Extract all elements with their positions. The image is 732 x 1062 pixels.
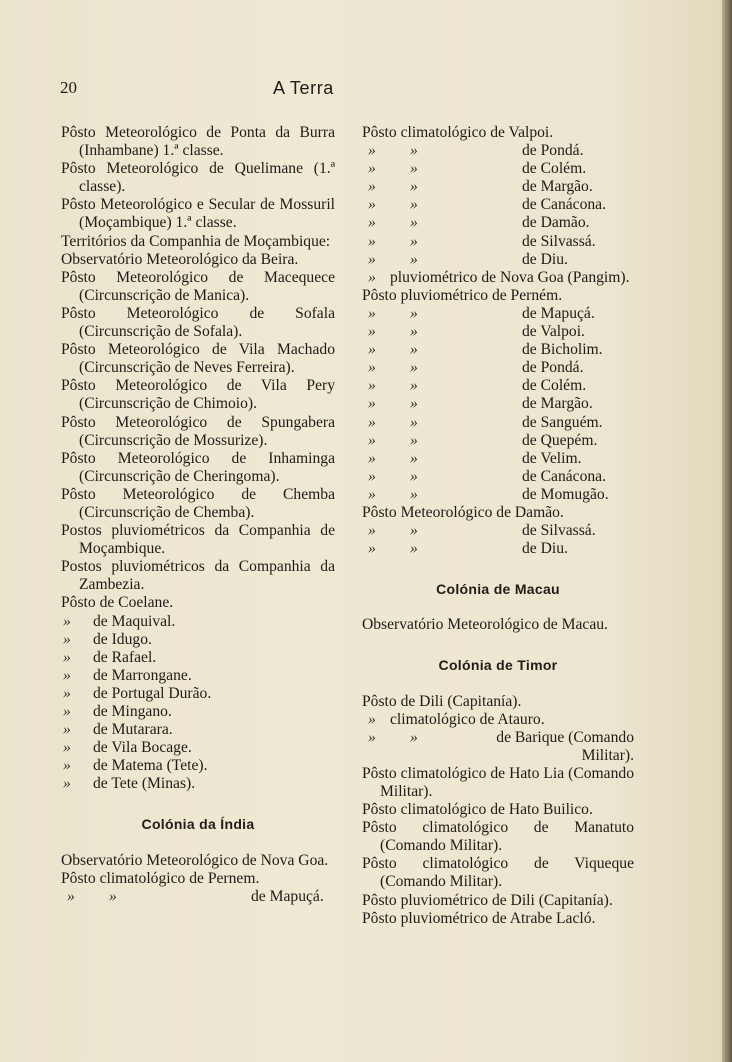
ditto-mark: » — [410, 485, 418, 503]
list-item: Pôsto climatológico de Hato Builico. — [362, 801, 593, 819]
ditto-line — [362, 377, 634, 395]
list-item: Pôsto Meteorológico de Ponta da Burra (Inhambane) 1.ª classe. — [61, 124, 335, 160]
ditto-line — [61, 613, 335, 631]
ditto-mark: » — [368, 522, 376, 540]
ditto-mark: » — [410, 160, 418, 178]
list-item: de Mapuçá. — [251, 887, 324, 905]
list-item: de Canácona. — [522, 467, 606, 485]
ditto-line — [362, 251, 634, 269]
ditto-mark: » — [368, 178, 376, 196]
ditto-mark: » — [368, 160, 376, 178]
ditto-mark: » — [410, 341, 418, 359]
ditto-line — [61, 667, 335, 685]
list-item: Pôsto climatológico de Hato Lia (Comando Militar). — [362, 764, 634, 800]
ditto-line — [362, 711, 634, 729]
ditto-mark: » — [368, 395, 376, 413]
list-item: de Damão. — [522, 214, 590, 232]
list-item: de Momugão. — [522, 485, 609, 503]
list-item: de Rafael. — [93, 648, 157, 666]
list-item: de Sanguém. — [522, 413, 603, 431]
ditto-mark: » — [410, 377, 418, 395]
ditto-mark: » — [63, 612, 71, 630]
ditto-line — [61, 631, 335, 649]
ditto-mark: » — [410, 540, 418, 558]
ditto-mark: » — [109, 887, 117, 905]
running-title: A Terra — [273, 78, 334, 98]
list-item: Pôsto Meteorológico e Secular de Mossuril (Moçambique) 1.ª classe. — [61, 196, 335, 232]
list-item: de Mingano. — [93, 703, 172, 720]
list-item: Postos pluviométricos da Companhia da Zambezia. — [61, 558, 335, 594]
ditto-mark: » — [410, 232, 418, 250]
ditto-mark: » — [368, 449, 376, 467]
ditto-mark: » — [368, 232, 376, 250]
list-item: climatológico de Atauro. — [390, 710, 545, 728]
list-item: Pôsto Meteorológico de Spungabera (Circunscrição de Mossurize). — [61, 413, 335, 449]
ditto-mark: » — [410, 728, 418, 746]
list-item: de Pondá. — [522, 142, 584, 160]
list-item: de Idugo. — [93, 630, 152, 648]
ditto-mark: » — [410, 449, 418, 467]
list-item: de Mapuçá. — [522, 304, 595, 322]
list-item: de Margão. — [522, 395, 593, 413]
ditto-mark: » — [368, 214, 376, 232]
ditto-mark: » — [368, 540, 376, 558]
ditto-mark: » — [63, 703, 71, 720]
ditto-line — [362, 395, 634, 413]
list-item: de Diu. — [522, 540, 568, 558]
ditto-mark: » — [63, 684, 71, 702]
ditto-mark: » — [410, 323, 418, 341]
ditto-line — [362, 729, 634, 765]
ditto-mark: » — [67, 887, 75, 905]
ditto-line — [362, 450, 634, 468]
list-item: Pôsto pluviométrico de Atrabe Lacló. — [362, 909, 596, 927]
list-item: de Barique (Comando Militar). — [496, 728, 634, 764]
ditto-mark: » — [410, 359, 418, 377]
ditto-line — [362, 323, 634, 341]
list-item: Pôsto Meteorológico de Vila Machado (Circunscrição de Neves Ferreira). — [61, 341, 335, 377]
ditto-mark: » — [368, 467, 376, 485]
list-item: de Silvassá. — [522, 232, 596, 250]
list-item: de Maquival. — [93, 612, 176, 630]
ditto-line — [362, 522, 634, 540]
section-title-india: Colónia da Índia — [141, 816, 255, 833]
ditto-mark: » — [368, 710, 376, 728]
list-item: Pôsto de Dili (Capitanía). — [362, 692, 522, 710]
list-item: de Pondá. — [522, 359, 584, 377]
list-item: de Margão. — [522, 178, 593, 196]
ditto-line — [61, 757, 335, 775]
ditto-mark: » — [63, 721, 71, 739]
ditto-mark: » — [368, 431, 376, 449]
section-title-timor: Colónia de Timor — [438, 657, 558, 674]
ditto-mark: » — [410, 522, 418, 540]
ditto-list — [362, 305, 634, 504]
ditto-line — [362, 142, 634, 160]
ditto-line — [362, 305, 634, 323]
list-item: Pôsto climatológico de Viqueque (Comando Militar). — [362, 855, 634, 891]
list-item: Pôsto Meteorológico de Sofala (Circunscrição de Sofala). — [61, 304, 335, 341]
ditto-mark: » — [368, 304, 376, 322]
ditto-line — [362, 359, 634, 377]
ditto-line — [61, 888, 335, 906]
list-item: de Valpoi. — [522, 323, 585, 341]
list-item: de Vila Bocage. — [93, 739, 192, 757]
ditto-mark: » — [368, 377, 376, 395]
list-item: Pôsto de Coelane. — [61, 594, 174, 612]
ditto-mark: » — [63, 757, 71, 775]
section-title-macau: Colónia de Macau — [436, 581, 560, 598]
ditto-mark: » — [368, 728, 376, 746]
ditto-mark: » — [63, 648, 71, 666]
page-header — [60, 78, 702, 102]
ditto-list — [61, 613, 335, 794]
ditto-line — [61, 685, 335, 703]
list-item: de Colém. — [522, 160, 587, 178]
ditto-mark: » — [368, 413, 376, 431]
ditto-line — [362, 233, 634, 251]
list-item: de Velim. — [522, 449, 582, 467]
ditto-mark: » — [410, 250, 418, 268]
ditto-line — [362, 432, 634, 450]
list-item: Pôsto Meteorológico de Damão. — [362, 503, 564, 521]
ditto-mark: » — [410, 467, 418, 485]
list-item: Postos pluviométricos da Companhia de Moçambique. — [61, 522, 335, 558]
list-item: de Bicholim. — [522, 341, 603, 359]
ditto-mark: » — [368, 142, 376, 160]
list-item: Observatório Meteorológico da Beira. — [61, 250, 299, 268]
ditto-mark: » — [63, 666, 71, 684]
ditto-line — [362, 468, 634, 486]
ditto-line — [362, 341, 634, 359]
ditto-line — [362, 540, 634, 558]
ditto-line — [362, 160, 634, 178]
list-item: de Tete (Minas). — [93, 775, 196, 793]
list-item: de Colém. — [522, 377, 587, 395]
list-item: Territórios da Companhia de Moçambique: — [61, 232, 331, 250]
ditto-mark: » — [368, 485, 376, 503]
ditto-line — [61, 775, 335, 793]
list-item: Pôsto climatológico de Manatuto (Comando Militar). — [362, 819, 634, 855]
ditto-line — [362, 269, 634, 287]
ditto-mark: » — [410, 178, 418, 196]
ditto-line — [362, 196, 634, 214]
list-item: de Quepém. — [522, 431, 598, 449]
ditto-line — [362, 178, 634, 196]
list-item: de Portugal Durão. — [93, 684, 212, 702]
list-item: de Marrongane. — [93, 666, 192, 684]
list-item: Pôsto climatológico de Pernem. — [61, 869, 260, 887]
ditto-mark: » — [63, 775, 71, 793]
ditto-mark: » — [368, 268, 376, 286]
ditto-mark: » — [63, 739, 71, 757]
ditto-mark: » — [410, 142, 418, 160]
ditto-mark: » — [368, 323, 376, 341]
ditto-line — [61, 649, 335, 667]
list-item: de Canácona. — [522, 196, 606, 214]
list-item: de Mutarara. — [93, 721, 173, 739]
ditto-list — [362, 522, 634, 558]
list-item: Observatório Meteorológico de Nova Goa. — [61, 851, 329, 869]
ditto-line — [61, 703, 335, 721]
right-column — [362, 124, 634, 928]
list-item: Pôsto climatológico de Valpoi. — [362, 124, 554, 141]
ditto-mark: » — [368, 196, 376, 214]
list-item: Pôsto pluviométrico de Dili (Capitanía). — [362, 891, 613, 909]
page-binding-edge — [722, 0, 732, 1062]
ditto-line — [362, 486, 634, 504]
list-item: Observatório Meteorológico de Macau. — [362, 616, 608, 634]
ditto-line — [362, 414, 634, 432]
ditto-line — [61, 721, 335, 739]
ditto-line — [61, 739, 335, 757]
list-item: de Matema (Tete). — [93, 757, 208, 775]
ditto-mark: » — [63, 630, 71, 648]
list-item: Pôsto Meteorológico de Inhaminga (Circunscrição de Cheringoma). — [61, 449, 335, 485]
ditto-mark: » — [368, 341, 376, 359]
ditto-mark: » — [368, 250, 376, 268]
list-item: pluviométrico de Nova Goa (Pangim). — [390, 268, 630, 286]
ditto-mark: » — [410, 214, 418, 232]
left-column — [61, 124, 335, 906]
list-item: Pôsto Meteorológico de Vila Pery (Circunscrição de Chimoio). — [61, 377, 335, 413]
ditto-mark: » — [410, 431, 418, 449]
ditto-mark: » — [410, 304, 418, 322]
ditto-mark: » — [368, 359, 376, 377]
ditto-mark: » — [410, 196, 418, 214]
list-item: Pôsto Meteorológico de Chemba (Circunscrição de Chemba). — [61, 485, 335, 521]
ditto-list — [362, 142, 634, 269]
list-item: Pôsto Meteorológico de Quelimane (1.ª classe). — [61, 160, 335, 196]
ditto-line — [362, 214, 634, 232]
ditto-mark: » — [410, 395, 418, 413]
ditto-mark: » — [410, 413, 418, 431]
list-item: de Silvassá. — [522, 522, 596, 540]
list-item: Pôsto Meteorológico de Macequece (Circunscrição de Manica). — [61, 268, 335, 304]
list-item: Pôsto pluviométrico de Perném. — [362, 286, 563, 304]
list-item: de Diu. — [522, 250, 568, 268]
page-number: 20 — [60, 78, 77, 97]
